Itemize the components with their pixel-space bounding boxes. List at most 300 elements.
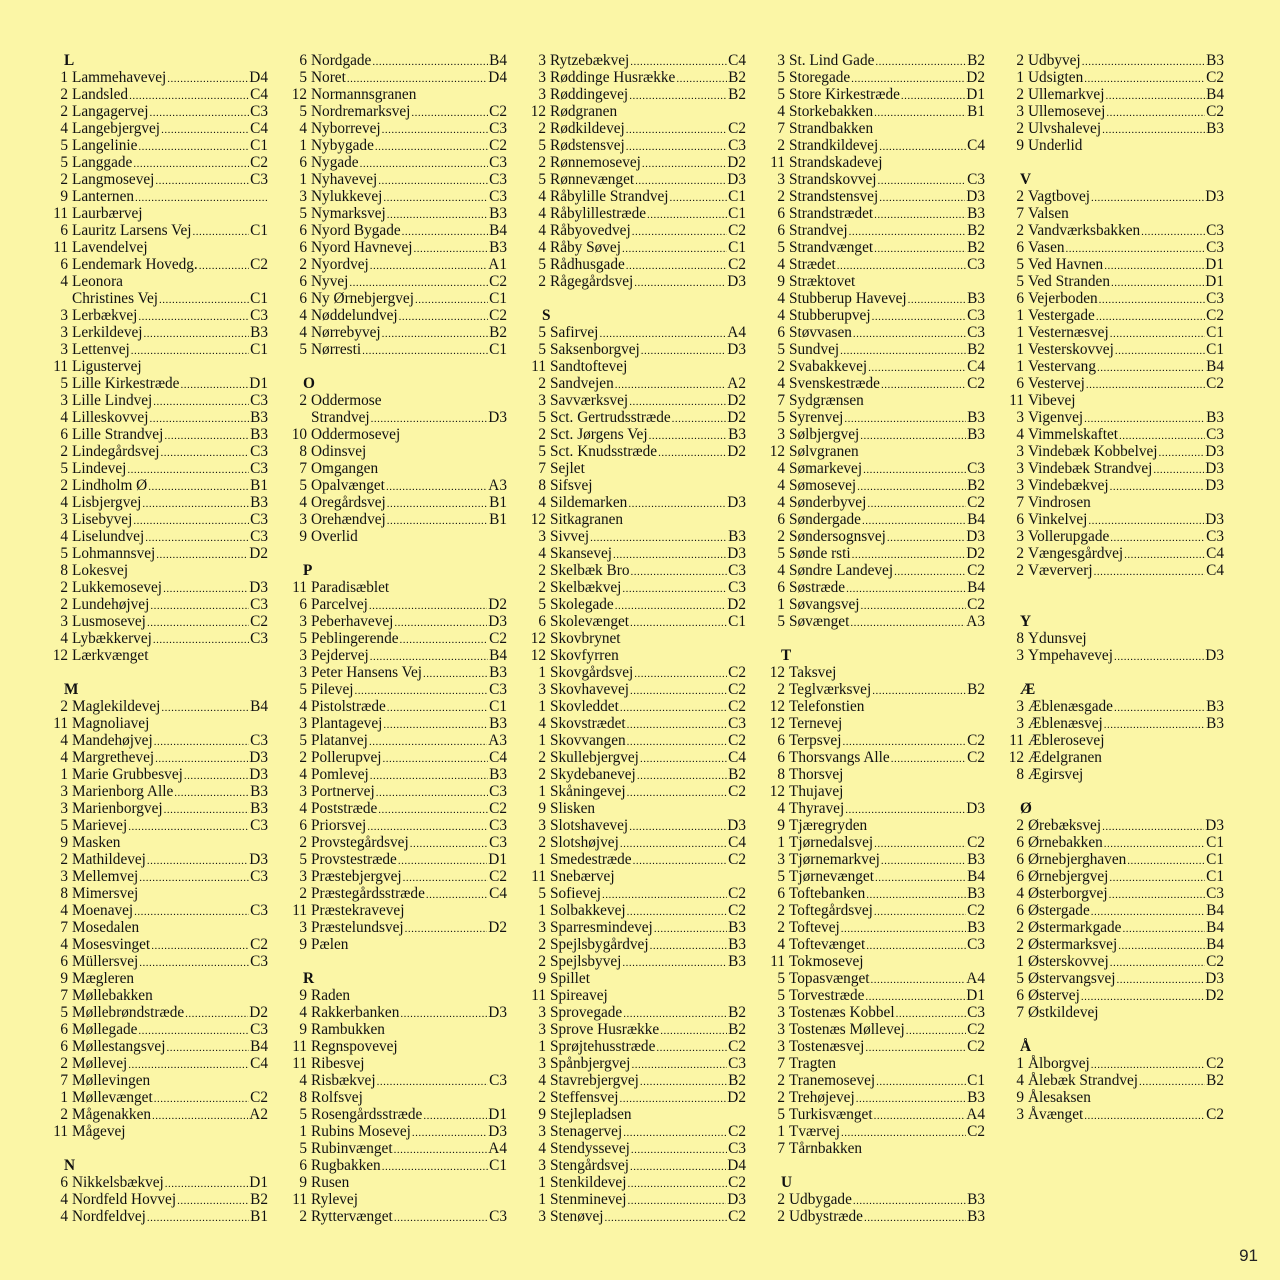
dot-leader xyxy=(908,292,966,309)
dot-leader xyxy=(868,360,966,377)
map-page-number: 9 xyxy=(60,834,68,851)
index-entry xyxy=(48,324,268,341)
map-page-number: 2 xyxy=(60,443,68,460)
grid-reference: C3 xyxy=(250,103,268,120)
index-entry xyxy=(765,596,985,613)
map-page-number: 4 xyxy=(60,936,68,953)
map-page-number: 2 xyxy=(777,681,785,698)
grid-reference: D3 xyxy=(966,528,985,545)
dot-leader xyxy=(382,326,488,343)
dot-leader xyxy=(632,224,727,241)
index-entry xyxy=(765,239,985,256)
index-entry xyxy=(765,851,985,868)
street-name: Rakkerbanken xyxy=(311,1004,400,1021)
street-name: Nøddelundvej xyxy=(311,307,398,324)
map-page-number: 3 xyxy=(60,868,68,885)
dot-leader xyxy=(383,717,488,734)
index-entry xyxy=(765,885,985,902)
index-entry xyxy=(526,477,746,494)
grid-reference: C3 xyxy=(967,1004,985,1021)
street-name: Skolevænget xyxy=(550,613,630,630)
dot-leader xyxy=(161,700,249,717)
index-entry xyxy=(526,1208,746,1225)
index-entry xyxy=(765,409,985,426)
dot-leader xyxy=(874,207,966,224)
map-page-number: 2 xyxy=(538,579,546,596)
grid-reference: B2 xyxy=(967,239,985,256)
grid-reference: C2 xyxy=(728,1174,746,1191)
index-entry xyxy=(526,613,746,630)
index-entry xyxy=(287,341,507,358)
street-name: Rådhusgade xyxy=(550,256,625,273)
index-entry xyxy=(765,460,985,477)
dot-leader xyxy=(879,190,965,207)
map-page-number: 11 xyxy=(531,358,546,375)
index-entry xyxy=(287,885,507,902)
street-name: Strandvej xyxy=(311,409,370,426)
index-entry xyxy=(526,579,746,596)
index-entry xyxy=(48,936,268,953)
street-name: Maglekildevej xyxy=(72,698,161,715)
map-page-number: 2 xyxy=(538,1089,546,1106)
map-page-number: 5 xyxy=(777,613,785,630)
street-name: Lerbækvej xyxy=(72,307,138,324)
street-name: Tokmosevej xyxy=(789,953,864,970)
grid-reference: B3 xyxy=(967,409,985,426)
map-page-number: 4 xyxy=(777,256,785,273)
index-entry xyxy=(1004,545,1224,562)
grid-reference: B2 xyxy=(967,222,985,239)
map-page-number: 6 xyxy=(299,290,307,307)
index-entry xyxy=(48,783,268,800)
street-name: Strædet xyxy=(789,256,836,273)
map-page-number: 3 xyxy=(60,341,68,358)
map-page-number: 5 xyxy=(538,341,546,358)
grid-reference: C3 xyxy=(250,511,268,528)
dot-leader xyxy=(155,173,249,190)
map-page-number: 1 xyxy=(1016,341,1024,358)
dot-leader xyxy=(656,1040,727,1057)
map-page-number: 1 xyxy=(1016,358,1024,375)
map-page-number: 5 xyxy=(60,817,68,834)
street-name: Udbystræde xyxy=(789,1208,863,1225)
street-name: Lauritz Larsens Vej xyxy=(72,222,192,239)
grid-reference: B2 xyxy=(967,341,985,358)
street-name: Søndergade xyxy=(789,511,861,528)
index-entry xyxy=(1004,1089,1224,1106)
index-entry xyxy=(765,919,985,936)
grid-reference: C2 xyxy=(967,375,985,392)
grid-reference: C3 xyxy=(728,715,746,732)
map-page-number: 4 xyxy=(538,188,546,205)
grid-reference: C2 xyxy=(489,307,507,324)
index-entry xyxy=(526,494,746,511)
street-name: Pælen xyxy=(311,936,349,953)
dot-leader xyxy=(887,530,965,547)
index-entry xyxy=(48,103,268,120)
index-entry xyxy=(1004,834,1224,851)
dot-leader xyxy=(631,1057,727,1074)
dot-leader xyxy=(1114,649,1204,666)
map-page-number: 3 xyxy=(299,613,307,630)
map-page-number: 5 xyxy=(1016,273,1024,290)
grid-reference: C1 xyxy=(250,222,268,239)
street-name: Risbækvej xyxy=(311,1072,376,1089)
map-page-number: 3 xyxy=(60,511,68,528)
street-name: Steffensvej xyxy=(550,1089,619,1106)
street-name: Lammehavevej xyxy=(72,69,167,86)
map-page-number: 4 xyxy=(1016,885,1024,902)
index-entry xyxy=(526,120,746,137)
street-name: Slisken xyxy=(550,800,596,817)
map-page-number: 2 xyxy=(1016,86,1024,103)
index-entry xyxy=(1004,817,1224,834)
grid-reference: B1 xyxy=(250,1208,268,1225)
grid-reference: B3 xyxy=(1206,52,1224,69)
street-name: Sifsvej xyxy=(550,477,593,494)
index-entry xyxy=(48,715,268,732)
letter-heading: S xyxy=(542,307,551,324)
grid-reference: B4 xyxy=(1206,919,1224,936)
map-page-number: 8 xyxy=(60,885,68,902)
map-page-number: 3 xyxy=(299,715,307,732)
map-page-number: 5 xyxy=(299,205,307,222)
index-entry xyxy=(1004,647,1224,664)
map-page-number: 3 xyxy=(60,307,68,324)
street-name: Sydgrænsen xyxy=(789,392,864,409)
map-page-number: 2 xyxy=(538,120,546,137)
dot-leader xyxy=(620,1091,727,1108)
index-entry xyxy=(287,766,507,783)
street-name: Mågenakken xyxy=(72,1106,152,1123)
map-page-number: 1 xyxy=(538,783,546,800)
grid-reference: C3 xyxy=(1206,885,1224,902)
grid-reference: B4 xyxy=(967,511,985,528)
street-name: Pollerupvej xyxy=(311,749,382,766)
index-entry xyxy=(287,579,507,596)
grid-reference: D3 xyxy=(249,749,268,766)
dot-leader xyxy=(633,853,728,870)
dot-leader xyxy=(879,139,966,156)
map-page-number: 6 xyxy=(1016,239,1024,256)
map-page-number: 5 xyxy=(777,970,785,987)
grid-reference: B2 xyxy=(967,681,985,698)
map-page-number: 8 xyxy=(60,562,68,579)
street-name: Søstræde xyxy=(789,579,846,596)
street-name: Stenminevej xyxy=(550,1191,627,1208)
index-entry xyxy=(1004,766,1224,783)
street-name: Langmosevej xyxy=(72,171,155,188)
index-entry xyxy=(1004,443,1224,460)
index-entry xyxy=(48,511,268,528)
map-page-number: 4 xyxy=(538,545,546,562)
map-page-number: 5 xyxy=(299,851,307,868)
index-entry xyxy=(1004,1072,1224,1089)
index-entry xyxy=(765,222,985,239)
grid-reference: B4 xyxy=(489,647,507,664)
map-page-number: 3 xyxy=(1016,477,1024,494)
map-page-number: 1 xyxy=(538,1174,546,1191)
dot-leader xyxy=(394,615,487,632)
index-entry xyxy=(526,205,746,222)
map-page-number: 4 xyxy=(538,222,546,239)
index-entry xyxy=(765,545,985,562)
letter-heading: Å xyxy=(1020,1038,1032,1055)
map-page-number: 4 xyxy=(299,494,307,511)
index-entry xyxy=(765,613,985,630)
grid-reference: C1 xyxy=(250,137,268,154)
dot-leader xyxy=(383,751,489,768)
map-page-number: 4 xyxy=(1016,1072,1024,1089)
street-name: Mathildevej xyxy=(72,851,146,868)
grid-reference: D3 xyxy=(727,171,746,188)
map-page-number: 9 xyxy=(299,528,307,545)
index-entry xyxy=(287,494,507,511)
index-entry xyxy=(287,409,507,426)
index-entry xyxy=(526,749,746,766)
map-page-number: 5 xyxy=(538,409,546,426)
grid-reference: B1 xyxy=(250,477,268,494)
street-name: Mandehøjvej xyxy=(72,732,153,749)
index-entry xyxy=(287,732,507,749)
street-name: Lusmosevej xyxy=(72,613,146,630)
grid-reference: C1 xyxy=(967,1072,985,1089)
map-page-number: 8 xyxy=(1016,630,1024,647)
street-name: Rødstensvej xyxy=(550,137,625,154)
dot-leader xyxy=(649,428,728,445)
grid-reference: C2 xyxy=(728,698,746,715)
index-entry xyxy=(526,987,746,1004)
street-name: Opalvænget xyxy=(311,477,385,494)
dot-leader xyxy=(139,955,249,972)
dot-leader xyxy=(394,1142,488,1159)
map-page-number: 1 xyxy=(777,1123,785,1140)
dot-leader xyxy=(1097,360,1205,377)
dot-leader xyxy=(378,802,488,819)
map-page-number: 8 xyxy=(299,443,307,460)
grid-reference: C4 xyxy=(250,1055,268,1072)
street-name: Mimersvej xyxy=(72,885,139,902)
grid-reference: C3 xyxy=(489,1072,507,1089)
street-name: Åvænget xyxy=(1028,1106,1084,1123)
dot-leader xyxy=(622,581,727,598)
grid-reference: C1 xyxy=(728,239,746,256)
street-name: Ålesaksen xyxy=(1028,1089,1091,1106)
map-page-number: 6 xyxy=(1016,834,1024,851)
map-page-number: 6 xyxy=(60,222,68,239)
dot-leader xyxy=(853,1193,966,1210)
grid-reference: C2 xyxy=(728,851,746,868)
grid-reference: B4 xyxy=(250,1038,268,1055)
index-entry xyxy=(526,273,746,290)
street-name: Liselundvej xyxy=(72,528,145,545)
street-name: Ørebæksvej xyxy=(1028,817,1102,834)
map-page-number: 2 xyxy=(1016,545,1024,562)
street-name: Vindebækvej xyxy=(1028,477,1109,494)
dot-leader xyxy=(650,938,728,955)
street-name: Spånbjergvej xyxy=(550,1055,631,1072)
index-entry xyxy=(765,120,985,137)
index-column xyxy=(1004,52,1224,1123)
grid-reference: B3 xyxy=(967,1089,985,1106)
grid-reference: B2 xyxy=(728,766,746,783)
index-entry xyxy=(526,732,746,749)
grid-reference: C3 xyxy=(250,1021,268,1038)
index-entry xyxy=(765,341,985,358)
index-entry xyxy=(1004,290,1224,307)
map-page-number: 3 xyxy=(538,52,546,69)
map-page-number: 3 xyxy=(538,1021,546,1038)
index-entry xyxy=(287,987,507,1004)
street-name: Omgangen xyxy=(311,460,379,477)
letter-heading: P xyxy=(303,562,313,579)
street-name: Stubberup Havevej xyxy=(789,290,907,307)
street-name: Lettenvej xyxy=(72,341,130,358)
map-page-number: 11 xyxy=(53,358,68,375)
index-entry xyxy=(48,987,268,1004)
grid-reference: C2 xyxy=(967,494,985,511)
index-entry xyxy=(287,1038,507,1055)
grid-reference: B3 xyxy=(1206,409,1224,426)
dot-leader xyxy=(399,309,488,326)
street-name: Toftegårdsvej xyxy=(789,902,873,919)
dot-leader xyxy=(634,666,727,683)
street-name: Rugbakken xyxy=(311,1157,381,1174)
index-entry xyxy=(526,902,746,919)
street-name: Torvestræde xyxy=(789,987,865,1004)
map-page-number: 2 xyxy=(538,375,546,392)
index-entry xyxy=(1004,426,1224,443)
street-name: Sømosevej xyxy=(789,477,857,494)
map-page-number: 5 xyxy=(60,154,68,171)
dot-leader xyxy=(138,139,249,156)
dot-leader xyxy=(1102,122,1205,139)
letter-heading: Y xyxy=(1020,613,1032,630)
grid-reference: D3 xyxy=(727,341,746,358)
grid-reference: B4 xyxy=(967,579,985,596)
grid-reference: C2 xyxy=(489,800,507,817)
map-page-number: 2 xyxy=(60,596,68,613)
street-name: Østervej xyxy=(1028,987,1080,1004)
grid-reference: D2 xyxy=(488,919,507,936)
street-name: Søvænget xyxy=(789,613,850,630)
index-entry xyxy=(526,545,746,562)
street-name: Ullemarkvej xyxy=(1028,86,1105,103)
index-entry xyxy=(48,919,268,936)
street-name: Strandkildevej xyxy=(789,137,879,154)
street-name: Ullemosevej xyxy=(1028,103,1106,120)
dot-leader xyxy=(154,1091,249,1108)
index-entry xyxy=(765,375,985,392)
dot-leader xyxy=(867,496,966,513)
street-name: Sct. Jørgens Vej xyxy=(550,426,648,443)
street-name: Storkebakken xyxy=(789,103,874,120)
map-page-number: 5 xyxy=(538,171,546,188)
map-page-number: 4 xyxy=(777,562,785,579)
dot-leader xyxy=(626,122,727,139)
map-page-number: 4 xyxy=(60,528,68,545)
grid-reference: D1 xyxy=(966,987,985,1004)
map-page-number: 11 xyxy=(531,868,546,885)
dot-leader xyxy=(412,1125,487,1142)
street-name: Pilevej xyxy=(311,681,354,698)
index-entry xyxy=(526,970,746,987)
street-name: Østermarksvej xyxy=(1028,936,1118,953)
index-entry xyxy=(48,460,268,477)
grid-reference: B2 xyxy=(728,1072,746,1089)
dot-leader xyxy=(423,1108,487,1125)
dot-leader xyxy=(164,802,250,819)
index-entry xyxy=(48,205,268,222)
index-entry xyxy=(48,256,268,273)
grid-reference: D3 xyxy=(1205,188,1224,205)
index-entry xyxy=(526,681,746,698)
dot-leader xyxy=(1082,54,1205,71)
dot-leader xyxy=(1127,853,1205,870)
grid-reference: C3 xyxy=(250,902,268,919)
index-entry xyxy=(287,154,507,171)
dot-leader xyxy=(1106,105,1205,122)
street-name: Vinkelvej xyxy=(1028,511,1088,528)
map-page-number: 2 xyxy=(777,902,785,919)
street-name: Telefonstien xyxy=(789,698,865,715)
grid-reference: D4 xyxy=(727,1157,746,1174)
index-entry xyxy=(765,528,985,545)
map-page-number: 5 xyxy=(777,341,785,358)
street-name: Marievej xyxy=(72,817,128,834)
index-entry xyxy=(48,1021,268,1038)
letter-heading: N xyxy=(64,1157,76,1174)
map-page-number: 2 xyxy=(538,426,546,443)
grid-reference: C4 xyxy=(967,137,985,154)
index-entry xyxy=(526,358,746,375)
grid-reference: C1 xyxy=(489,290,507,307)
grid-reference: B3 xyxy=(250,324,268,341)
index-entry xyxy=(1004,749,1224,766)
grid-reference: C2 xyxy=(250,256,268,273)
map-page-number: 3 xyxy=(299,647,307,664)
map-page-number: 8 xyxy=(538,477,546,494)
street-name: Nyord Havnevej xyxy=(311,239,413,256)
map-page-number: 4 xyxy=(777,800,785,817)
dot-leader xyxy=(853,326,966,343)
index-entry xyxy=(1004,103,1224,120)
dot-leader xyxy=(386,479,487,496)
street-name: Skullebjergvej xyxy=(550,749,639,766)
grid-reference: C3 xyxy=(1206,528,1224,545)
street-name: Råbylille Strandvej xyxy=(550,188,669,205)
dot-leader xyxy=(414,241,489,258)
dot-leader xyxy=(400,1006,487,1023)
map-page-number: 3 xyxy=(299,868,307,885)
grid-reference: C4 xyxy=(489,749,507,766)
grid-reference: B2 xyxy=(728,69,746,86)
grid-reference: C2 xyxy=(1206,375,1224,392)
dot-leader xyxy=(387,207,488,224)
index-entry xyxy=(1004,86,1224,103)
grid-reference: C3 xyxy=(250,868,268,885)
dot-leader xyxy=(627,717,728,734)
index-entry xyxy=(526,885,746,902)
map-page-number: 2 xyxy=(60,171,68,188)
street-name: Lille Strandvej xyxy=(72,426,164,443)
dot-leader xyxy=(615,377,727,394)
index-entry xyxy=(765,392,985,409)
index-entry xyxy=(526,528,746,545)
map-page-number: 6 xyxy=(777,749,785,766)
index-entry xyxy=(526,409,746,426)
dot-leader xyxy=(1086,377,1205,394)
